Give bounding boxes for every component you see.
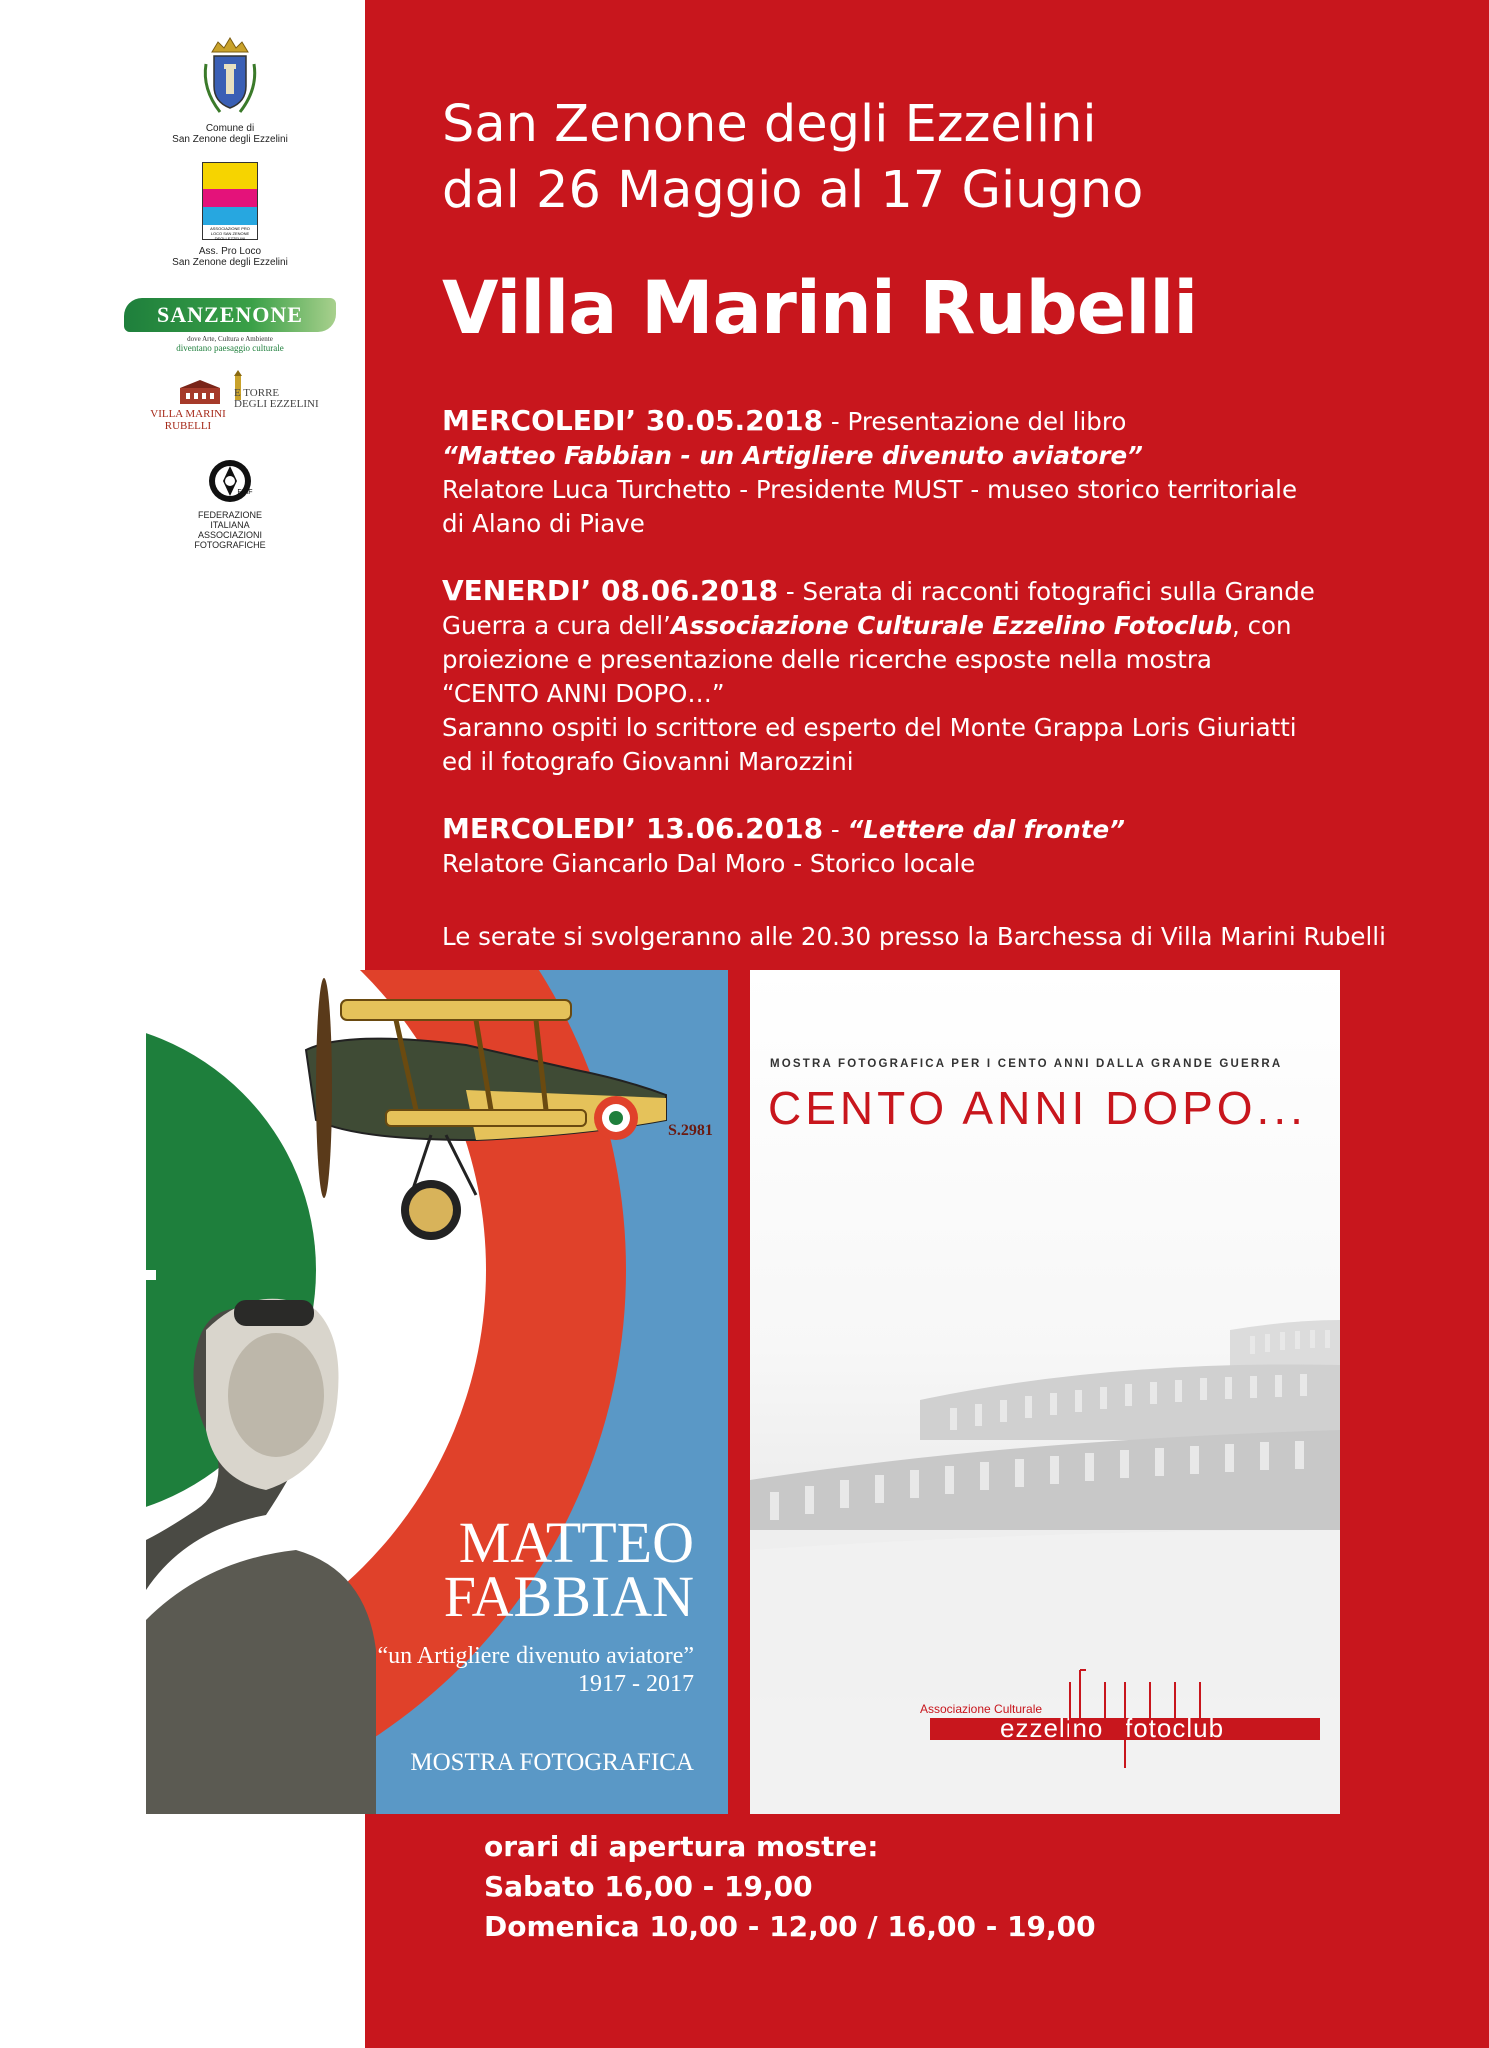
poster-right-club2: fotoclub	[1125, 1713, 1225, 1743]
poster-right-kicker: MOSTRA FOTOGRAFICA PER I CENTO ANNI DALLA GRANDE GUERRA	[770, 1058, 1283, 1070]
fiaf-mark: FIAF	[237, 489, 253, 496]
event-2-association: Associazione Culturale Ezzelino Fotoclub	[670, 611, 1233, 640]
event-2-day: VENERDI’ 08.06.2018	[442, 574, 779, 607]
sanzenone-logo	[124, 298, 336, 353]
venue-title: Villa Marini Rubelli	[442, 266, 1198, 351]
fiaf-line1: FEDERAZIONE	[197, 510, 262, 520]
event-3-day: MERCOLEDI’ 13.06.2018	[442, 812, 824, 845]
fiaf-logo	[180, 458, 280, 550]
monument-artwork	[750, 970, 1340, 1814]
poster-left-name2: FABBIAN	[443, 1564, 694, 1629]
sanzenone-title: SANZENONE	[124, 298, 336, 332]
event-1-line1: Relatore Luca Turchetto - Presidente MUST - museo storico territoriale	[442, 475, 1298, 504]
event-2-line4: Saranno ospiti lo scrittore ed esperto del Monte Grappa Loris Giuriatti	[442, 713, 1297, 742]
villa-line2: RUBELLI	[164, 420, 212, 432]
proloco-line2: San Zenone degli Ezzelini	[172, 257, 288, 268]
event-2	[442, 574, 1462, 779]
comune-line1: Comune di	[205, 123, 255, 134]
opening-hours	[484, 1827, 1096, 1947]
header-location: San Zenone degli Ezzelini	[442, 95, 1097, 154]
event-3	[442, 812, 1462, 881]
event-2-line2: proiezione e presentazione delle ricerche esposte nella mostra	[442, 645, 1212, 674]
poster-left-name1: MATTEO	[458, 1510, 694, 1575]
logo-column	[0, 0, 365, 560]
poster-right-title: CENTO ANNI DOPO...	[768, 1082, 1307, 1134]
villa-building-icon	[178, 380, 222, 406]
event-1-title: “Matteo Fabbian - un Artigliere divenuto aviatore”	[442, 441, 1143, 470]
header-dates: dal 26 Maggio al 17 Giugno	[442, 161, 1144, 220]
poster-matteo-fabbian	[146, 970, 728, 1814]
event-1	[442, 404, 1462, 541]
proloco-badge	[202, 162, 258, 240]
event-1-intro: - Presentazione del libro	[823, 407, 1127, 436]
event-2-line1c: , con	[1232, 611, 1292, 640]
comune-line2: San Zenone degli Ezzelini	[172, 134, 288, 145]
villa-torre2: DEGLI EZZELINI	[234, 398, 319, 410]
coat-of-arms-icon	[200, 34, 260, 120]
hours-saturday: Sabato 16,00 - 19,00	[484, 1870, 813, 1903]
villa-logo	[148, 370, 330, 436]
event-3-line1: Relatore Giancarlo Dal Moro - Storico locale	[442, 849, 976, 878]
event-2-line1a: Guerra a cura dell’	[442, 611, 671, 640]
poster-left-years: 1917 - 2017	[578, 1671, 694, 1697]
proloco-badge-text: ASSOCIAZIONE PRO LOCO SAN ZENONE DEGLI EZZELINI	[210, 226, 250, 241]
proloco-line1: Ass. Pro Loco	[198, 246, 262, 257]
event-1-line2: di Alano di Piave	[442, 509, 645, 538]
poster-left-subtitle: “un Artigliere divenuto aviatore”	[377, 1643, 694, 1669]
hours-title: orari di apertura mostre:	[484, 1830, 879, 1863]
event-3-title: “Lettere dal fronte”	[847, 815, 1125, 844]
plane-code: S.2981	[668, 1122, 713, 1139]
event-2-intro: - Serata di racconti fotografici sulla Grande	[778, 577, 1315, 606]
evening-note: Le serate si svolgeranno alle 20.30 presso la Barchessa di Villa Marini Rubelli	[442, 922, 1386, 951]
event-3-sep: -	[823, 815, 848, 844]
fiaf-line3: ASSOCIAZIONI	[197, 530, 262, 540]
villa-line1: VILLA MARINI	[150, 408, 226, 420]
event-2-line3: “CENTO ANNI DOPO…”	[442, 679, 725, 708]
fiaf-line4: FOTOGRAFICHE	[194, 540, 266, 550]
sanzenone-tagline2: diventano paesaggio culturale	[176, 343, 284, 353]
sanzenone-tagline1: dove Arte, Cultura e Ambiente	[187, 335, 273, 343]
poster-cento-anni-dopo	[750, 970, 1340, 1814]
villa-torre1: E TORRE	[234, 387, 280, 399]
poster-left-caption: MOSTRA FOTOGRAFICA	[410, 1749, 694, 1776]
event-2-line5: ed il fotografo Giovanni Marozzini	[442, 747, 854, 776]
event-1-day: MERCOLEDI’ 30.05.2018	[442, 404, 824, 437]
proloco-logo	[170, 162, 290, 268]
hours-sunday: Domenica 10,00 - 12,00 / 16,00 - 19,00	[484, 1910, 1096, 1943]
poster-right-assoc: Associazione Culturale	[920, 1702, 1043, 1716]
poster-right-club1: ezzelino	[1000, 1713, 1104, 1743]
comune-logo	[170, 34, 290, 145]
fiaf-line2: ITALIANA	[210, 520, 250, 530]
